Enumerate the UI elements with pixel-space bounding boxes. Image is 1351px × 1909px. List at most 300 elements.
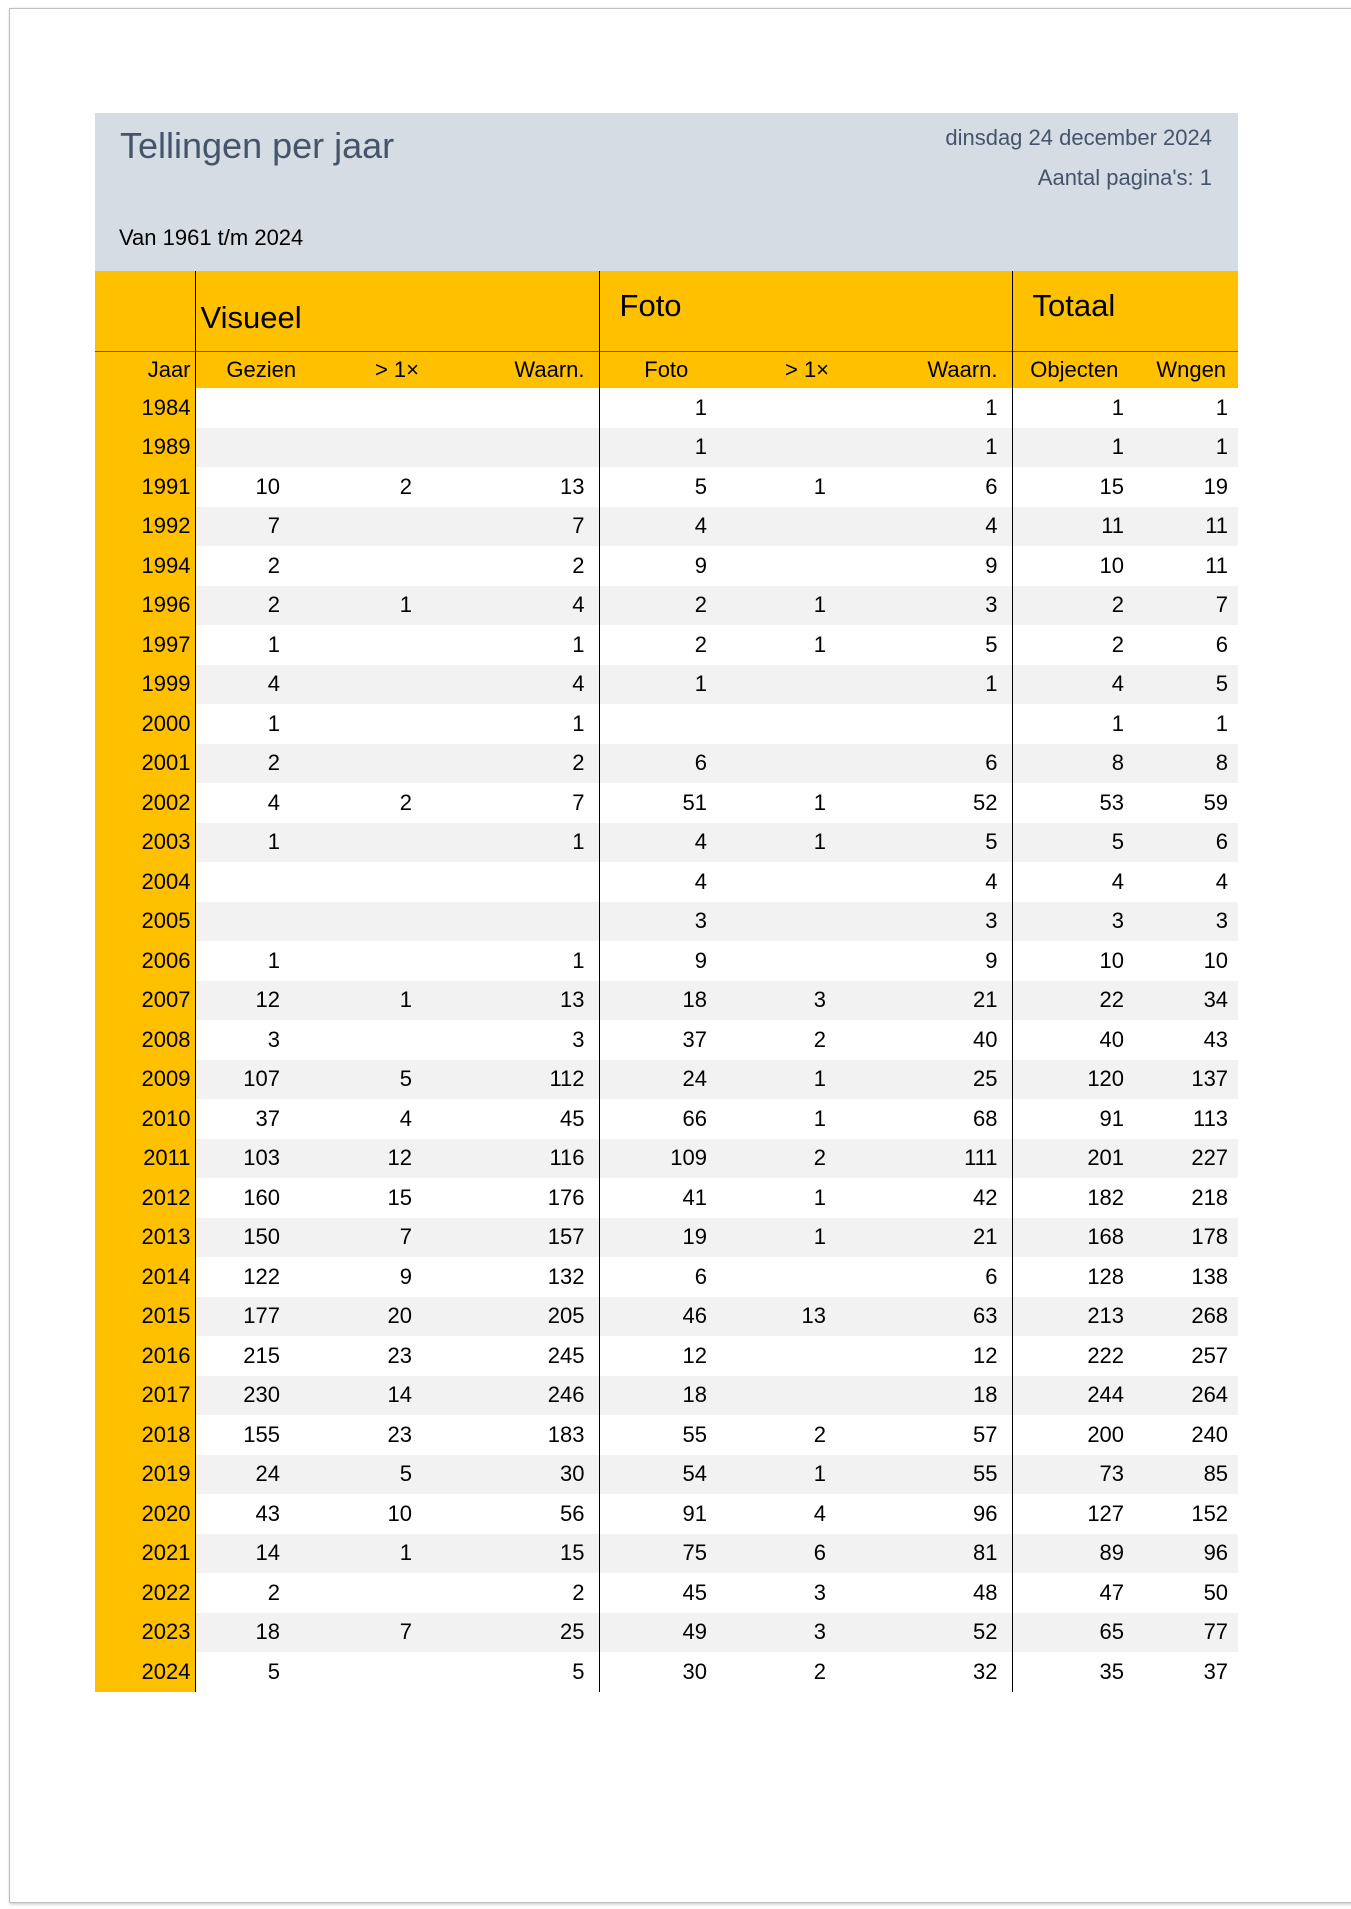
table-row	[95, 1218, 1238, 1258]
cell-jaar: 2017	[95, 1376, 195, 1416]
cell-objecten: 10	[1012, 546, 1136, 586]
cell-wngen: 3	[1136, 902, 1238, 942]
table-row	[95, 1257, 1238, 1297]
cell-objecten: 15	[1012, 467, 1136, 507]
cell-gezien: 155	[195, 1415, 327, 1455]
table-row	[95, 1376, 1238, 1416]
cell-objecten: 10	[1012, 941, 1136, 981]
cell-foto-waarn: 32	[973, 1658, 998, 1684]
cell-visueel-meer: 9	[399, 1263, 412, 1289]
cell-foto-waarn: 52	[881, 1613, 1012, 1653]
cell-visueel-meer: 1	[327, 981, 467, 1021]
cell-jaar: 2023	[95, 1613, 195, 1653]
cell-jaar: 2009	[95, 1060, 195, 1100]
cell-wngen: 178	[1136, 1218, 1238, 1258]
cell-foto: 9	[599, 941, 733, 981]
cell-foto-meer	[733, 704, 881, 744]
cell-foto-waarn: 111	[881, 1139, 1012, 1179]
col-jaar: Jaar	[95, 352, 195, 389]
table-row	[95, 1652, 1238, 1692]
cell-foto	[599, 704, 733, 744]
cell-visueel-meer	[327, 902, 467, 942]
table-body	[95, 388, 1238, 1692]
cell-objecten: 89	[1012, 1534, 1136, 1574]
cell-foto: 41	[599, 1178, 733, 1218]
cell-objecten: 22	[1012, 981, 1136, 1021]
cell-visueel-meer: 1	[327, 586, 467, 626]
cell-wngen: 96	[1136, 1534, 1238, 1574]
cell-visueel-waarn	[467, 902, 599, 942]
cell-visueel-waarn: 45	[560, 1105, 585, 1131]
cell-foto: 1	[599, 388, 733, 428]
cell-gezien: 37	[195, 1099, 327, 1139]
cell-visueel-meer: 15	[387, 1184, 412, 1210]
cell-gezien: 1	[195, 625, 327, 665]
cell-jaar: 2024	[95, 1652, 195, 1692]
cell-visueel-meer: 23	[387, 1342, 412, 1368]
cell-visueel-meer	[327, 507, 467, 547]
cell-wngen: 257	[1191, 1342, 1229, 1368]
cell-gezien: 160	[195, 1178, 327, 1218]
table-row	[95, 1494, 1238, 1534]
cell-jaar: 2002	[95, 783, 195, 823]
cell-gezien	[195, 862, 327, 902]
cell-foto: 12	[599, 1336, 733, 1376]
col-wngen: Wngen	[1136, 352, 1238, 389]
cell-visueel-waarn: 205	[467, 1297, 599, 1337]
table-row	[95, 1020, 1238, 1060]
cell-jaar: 2004	[95, 862, 195, 902]
cell-wngen: 1	[1215, 394, 1229, 420]
cell-wngen: 6	[1136, 823, 1238, 863]
cell-foto-meer	[733, 428, 881, 468]
cell-foto-meer: 1	[733, 1218, 881, 1258]
cell-foto: 5	[599, 467, 733, 507]
cell-visueel-waarn: 56	[560, 1500, 585, 1526]
cell-visueel-waarn: 4	[467, 665, 599, 705]
cell-objecten: 3	[1012, 902, 1136, 942]
counts-table	[95, 271, 1238, 1692]
cell-jaar: 2011	[95, 1139, 195, 1179]
cell-foto: 4	[599, 862, 733, 902]
cell-objecten: 213	[1012, 1297, 1136, 1337]
cell-foto: 49	[599, 1613, 733, 1653]
year-range: Van 1961 t/m 2024	[119, 225, 304, 250]
table-row	[95, 1613, 1238, 1653]
cell-foto: 46	[599, 1297, 733, 1337]
cell-gezien: 10	[195, 467, 327, 507]
cell-foto-waarn: 1	[881, 428, 1012, 468]
cell-jaar: 2007	[95, 981, 195, 1021]
cell-foto: 6	[599, 744, 733, 784]
cell-foto-meer	[733, 902, 881, 942]
cell-objecten: 5	[1012, 823, 1136, 863]
cell-jaar: 1989	[95, 428, 195, 468]
table-row	[95, 546, 1238, 586]
cell-visueel-meer: 7	[327, 1218, 467, 1258]
cell-visueel-waarn: 246	[467, 1376, 599, 1416]
cell-foto: 55	[599, 1415, 733, 1455]
cell-gezien: 2	[195, 546, 327, 586]
cell-foto: 51	[599, 783, 733, 823]
cell-foto: 66	[599, 1099, 733, 1139]
table-row	[95, 1060, 1238, 1100]
table-row	[95, 823, 1238, 863]
cell-foto: 91	[599, 1494, 733, 1534]
cell-wngen: 77	[1136, 1613, 1238, 1653]
cell-jaar: 2001	[95, 744, 195, 784]
cell-objecten: 8	[1012, 744, 1136, 784]
col-foto-meer: > 1×	[733, 352, 881, 389]
group-header-empty	[95, 271, 195, 352]
cell-foto-waarn: 18	[881, 1376, 1012, 1416]
cell-wngen: 37	[1203, 1658, 1229, 1684]
cell-gezien: 7	[195, 507, 327, 547]
cell-visueel-waarn: 1	[572, 710, 585, 736]
cell-gezien: 3	[195, 1020, 327, 1060]
cell-foto-meer: 3	[733, 1613, 881, 1653]
cell-visueel-waarn: 1	[572, 631, 585, 657]
cell-foto: 19	[599, 1218, 733, 1258]
cell-visueel-waarn: 1	[467, 823, 599, 863]
cell-foto-meer: 3	[813, 1579, 827, 1605]
table-row	[95, 1573, 1238, 1613]
cell-foto-meer: 1	[813, 473, 827, 499]
cell-jaar: 2012	[95, 1178, 195, 1218]
cell-foto-waarn: 21	[881, 1218, 1012, 1258]
cell-visueel-meer	[327, 862, 467, 902]
cell-visueel-meer: 10	[387, 1500, 412, 1526]
cell-wngen: 34	[1136, 981, 1238, 1021]
cell-jaar: 2019	[95, 1455, 195, 1495]
cell-visueel-waarn: 1	[572, 947, 585, 973]
table-row	[95, 704, 1238, 744]
cell-foto-waarn: 4	[985, 868, 998, 894]
cell-foto: 2	[599, 625, 733, 665]
cell-gezien	[195, 902, 327, 942]
cell-objecten: 1	[1012, 428, 1136, 468]
cell-foto-waarn: 6	[985, 1263, 998, 1289]
cell-jaar: 2006	[95, 941, 195, 981]
cell-foto-meer	[733, 507, 881, 547]
cell-visueel-waarn: 157	[467, 1218, 599, 1258]
table-row	[95, 467, 1238, 507]
cell-visueel-meer: 20	[327, 1297, 467, 1337]
cell-objecten: 11	[1012, 507, 1136, 547]
cell-gezien: 18	[195, 1613, 327, 1653]
cell-jaar: 1997	[95, 625, 195, 665]
cell-wngen: 19	[1203, 473, 1229, 499]
cell-foto-waarn: 1	[985, 394, 998, 420]
cell-visueel-waarn: 13	[467, 981, 599, 1021]
cell-objecten: 128	[1012, 1257, 1136, 1297]
cell-foto-meer: 1	[813, 1105, 827, 1131]
cell-gezien: 1	[195, 941, 327, 981]
table-row	[95, 1534, 1238, 1574]
cell-jaar: 1992	[95, 507, 195, 547]
cell-foto-waarn: 96	[973, 1500, 998, 1526]
group-visueel: Visueel	[195, 271, 599, 352]
cell-foto: 9	[599, 546, 733, 586]
cell-gezien: 14	[195, 1534, 327, 1574]
cell-gezien: 24	[195, 1455, 327, 1495]
table-row	[95, 1297, 1238, 1337]
group-totaal: Totaal	[1012, 271, 1238, 352]
cell-foto-waarn: 52	[973, 789, 998, 815]
cell-visueel-waarn: 7	[572, 789, 585, 815]
cell-jaar: 2022	[95, 1573, 195, 1613]
cell-visueel-waarn: 2	[467, 744, 599, 784]
cell-foto-waarn: 1	[881, 665, 1012, 705]
cell-visueel-meer: 4	[399, 1105, 412, 1131]
table-row	[95, 665, 1238, 705]
column-header-row	[95, 352, 1238, 389]
cell-foto-waarn: 5	[985, 631, 998, 657]
cell-gezien	[195, 428, 327, 468]
cell-wngen: 8	[1136, 744, 1238, 784]
cell-jaar: 2000	[95, 704, 195, 744]
report-title: Tellingen per jaar	[120, 125, 395, 166]
cell-wngen: 59	[1203, 789, 1229, 815]
cell-gezien: 122	[195, 1257, 327, 1297]
cell-visueel-meer: 12	[327, 1139, 467, 1179]
cell-jaar: 1984	[95, 388, 195, 428]
cell-foto-waarn: 4	[881, 507, 1012, 547]
cell-objecten: 65	[1012, 1613, 1136, 1653]
cell-gezien: 150	[195, 1218, 327, 1258]
cell-foto-waarn: 48	[973, 1579, 998, 1605]
cell-objecten: 53	[1012, 783, 1136, 823]
cell-foto: 1	[599, 428, 733, 468]
table-row	[95, 507, 1238, 547]
col-gezien: Gezien	[195, 352, 327, 389]
cell-objecten: 91	[1012, 1099, 1136, 1139]
cell-visueel-meer	[327, 388, 467, 428]
table-row	[95, 1178, 1238, 1218]
table-row	[95, 428, 1238, 468]
cell-objecten: 201	[1012, 1139, 1136, 1179]
cell-foto-meer: 1	[733, 1060, 881, 1100]
cell-foto-meer: 1	[733, 1455, 881, 1495]
cell-visueel-meer	[327, 428, 467, 468]
table-row	[95, 941, 1238, 981]
cell-foto-waarn: 9	[985, 947, 998, 973]
cell-foto: 6	[599, 1257, 733, 1297]
cell-objecten: 182	[1012, 1178, 1136, 1218]
cell-visueel-waarn: 25	[467, 1613, 599, 1653]
table-row	[95, 744, 1238, 784]
cell-wngen: 218	[1191, 1184, 1229, 1210]
cell-wngen: 6	[1215, 631, 1229, 657]
cell-visueel-waarn: 112	[467, 1060, 599, 1100]
cell-foto-waarn: 12	[973, 1342, 998, 1368]
cell-wngen: 113	[1192, 1105, 1229, 1131]
cell-visueel-meer: 2	[399, 789, 412, 815]
cell-foto-meer	[733, 1257, 881, 1297]
cell-visueel-meer: 5	[327, 1455, 467, 1495]
report-header	[95, 113, 1238, 271]
cell-jaar: 2005	[95, 902, 195, 942]
cell-wngen: 152	[1191, 1500, 1229, 1526]
cell-foto: 18	[599, 981, 733, 1021]
cell-visueel-waarn: 15	[467, 1534, 599, 1574]
cell-foto-meer	[733, 546, 881, 586]
cell-jaar: 2021	[95, 1534, 195, 1574]
cell-foto-meer	[733, 388, 881, 428]
cell-foto-meer: 6	[733, 1534, 881, 1574]
cell-objecten: 168	[1012, 1218, 1136, 1258]
cell-foto-waarn: 6	[881, 744, 1012, 784]
table-row	[95, 1139, 1238, 1179]
cell-gezien: 215	[195, 1336, 327, 1376]
cell-foto-waarn: 3	[881, 902, 1012, 942]
cell-wngen: 11	[1205, 552, 1229, 578]
cell-jaar: 1991	[95, 467, 195, 507]
cell-foto-waarn: 6	[985, 473, 998, 499]
cell-wngen: 7	[1136, 586, 1238, 626]
cell-foto-meer: 2	[813, 1658, 827, 1684]
cell-foto-meer: 2	[733, 1139, 881, 1179]
cell-foto-meer	[733, 1376, 881, 1416]
table-row	[95, 862, 1238, 902]
cell-visueel-meer: 5	[327, 1060, 467, 1100]
cell-gezien	[195, 388, 327, 428]
table-row	[95, 625, 1238, 665]
table-row	[95, 783, 1238, 823]
cell-gezien: 2	[195, 744, 327, 784]
cell-jaar: 2014	[95, 1257, 195, 1297]
cell-visueel-waarn	[467, 862, 599, 902]
cell-jaar: 1994	[95, 546, 195, 586]
cell-foto-waarn: 40	[973, 1026, 998, 1052]
cell-objecten: 4	[1012, 862, 1136, 902]
cell-visueel-waarn: 176	[547, 1184, 585, 1210]
cell-jaar: 2016	[95, 1336, 195, 1376]
cell-visueel-meer: 7	[327, 1613, 467, 1653]
cell-gezien: 12	[195, 981, 327, 1021]
cell-wngen: 85	[1136, 1455, 1238, 1495]
cell-foto-meer	[733, 941, 881, 981]
cell-foto: 2	[599, 586, 733, 626]
cell-visueel-meer	[327, 704, 467, 744]
cell-visueel-waarn: 132	[547, 1263, 585, 1289]
cell-foto-meer: 1	[733, 586, 881, 626]
col-foto: Foto	[599, 352, 733, 389]
table-row	[95, 1099, 1238, 1139]
cell-foto: 18	[599, 1376, 733, 1416]
cell-wngen: 43	[1203, 1026, 1229, 1052]
table-row	[95, 1455, 1238, 1495]
cell-foto-waarn: 42	[973, 1184, 998, 1210]
cell-visueel-meer	[327, 1020, 467, 1060]
cell-jaar: 2008	[95, 1020, 195, 1060]
cell-gezien: 1	[195, 704, 327, 744]
cell-foto-waarn: 9	[985, 552, 998, 578]
cell-foto-waarn: 25	[881, 1060, 1012, 1100]
group-foto: Foto	[599, 271, 1012, 352]
table-row	[95, 586, 1238, 626]
cell-gezien: 2	[195, 1573, 327, 1613]
cell-visueel-meer	[327, 941, 467, 981]
cell-wngen: 138	[1191, 1263, 1229, 1289]
cell-foto-waarn: 68	[973, 1105, 998, 1131]
cell-wngen: 1	[1136, 428, 1238, 468]
report	[95, 113, 1238, 1692]
cell-visueel-waarn: 183	[547, 1421, 585, 1447]
cell-foto: 4	[599, 823, 733, 863]
cell-foto: 30	[599, 1652, 733, 1692]
cell-visueel-waarn	[467, 428, 599, 468]
table-row	[95, 981, 1238, 1021]
group-header-row	[95, 271, 1238, 352]
cell-gezien: 103	[195, 1139, 327, 1179]
cell-foto-meer	[733, 744, 881, 784]
cell-foto-waarn: 57	[973, 1421, 998, 1447]
cell-gezien: 230	[195, 1376, 327, 1416]
cell-foto: 24	[599, 1060, 733, 1100]
cell-foto: 75	[599, 1534, 733, 1574]
cell-objecten: 200	[1012, 1415, 1136, 1455]
cell-objecten: 35	[1012, 1652, 1136, 1692]
cell-wngen: 4	[1215, 868, 1229, 894]
cell-gezien: 1	[195, 823, 327, 863]
cell-foto-meer: 1	[813, 631, 827, 657]
cell-visueel-waarn	[467, 388, 599, 428]
cell-foto-meer: 1	[813, 789, 827, 815]
cell-wngen: 227	[1136, 1139, 1238, 1179]
cell-visueel-meer: 14	[327, 1376, 467, 1416]
cell-gezien: 2	[195, 586, 327, 626]
cell-jaar: 2010	[95, 1099, 195, 1139]
cell-visueel-meer	[327, 665, 467, 705]
cell-foto: 37	[599, 1020, 733, 1060]
cell-visueel-waarn: 7	[467, 507, 599, 547]
cell-objecten: 120	[1012, 1060, 1136, 1100]
cell-foto-waarn: 3	[881, 586, 1012, 626]
cell-objecten: 1	[1012, 704, 1136, 744]
cell-wngen: 11	[1136, 507, 1238, 547]
table-row	[95, 388, 1238, 428]
cell-visueel-meer	[327, 546, 467, 586]
cell-jaar: 1999	[95, 665, 195, 705]
cell-foto-waarn: 5	[881, 823, 1012, 863]
cell-visueel-meer	[327, 1573, 467, 1613]
cell-wngen: 1	[1215, 710, 1229, 736]
cell-visueel-waarn: 2	[572, 552, 585, 578]
cell-objecten: 73	[1012, 1455, 1136, 1495]
cell-foto: 54	[599, 1455, 733, 1495]
cell-visueel-waarn: 5	[572, 1658, 585, 1684]
cell-jaar: 2003	[95, 823, 195, 863]
cell-objecten: 244	[1012, 1376, 1136, 1416]
cell-wngen: 5	[1136, 665, 1238, 705]
cell-gezien: 4	[195, 665, 327, 705]
cell-objecten: 4	[1012, 665, 1136, 705]
cell-foto: 4	[599, 507, 733, 547]
col-objecten: Objecten	[1012, 352, 1136, 389]
cell-gezien: 43	[195, 1494, 327, 1534]
table-row	[95, 1415, 1238, 1455]
cell-foto: 109	[599, 1139, 733, 1179]
col-visueel-meer: > 1×	[327, 352, 467, 389]
cell-visueel-waarn: 3	[572, 1026, 585, 1052]
page-count: Aantal pagina's: 1	[1037, 165, 1212, 190]
cell-objecten: 1	[1012, 388, 1136, 428]
cell-foto-waarn	[881, 704, 1012, 744]
cell-foto-waarn: 63	[881, 1297, 1012, 1337]
cell-visueel-meer: 1	[327, 1534, 467, 1574]
cell-visueel-waarn: 245	[547, 1342, 585, 1368]
